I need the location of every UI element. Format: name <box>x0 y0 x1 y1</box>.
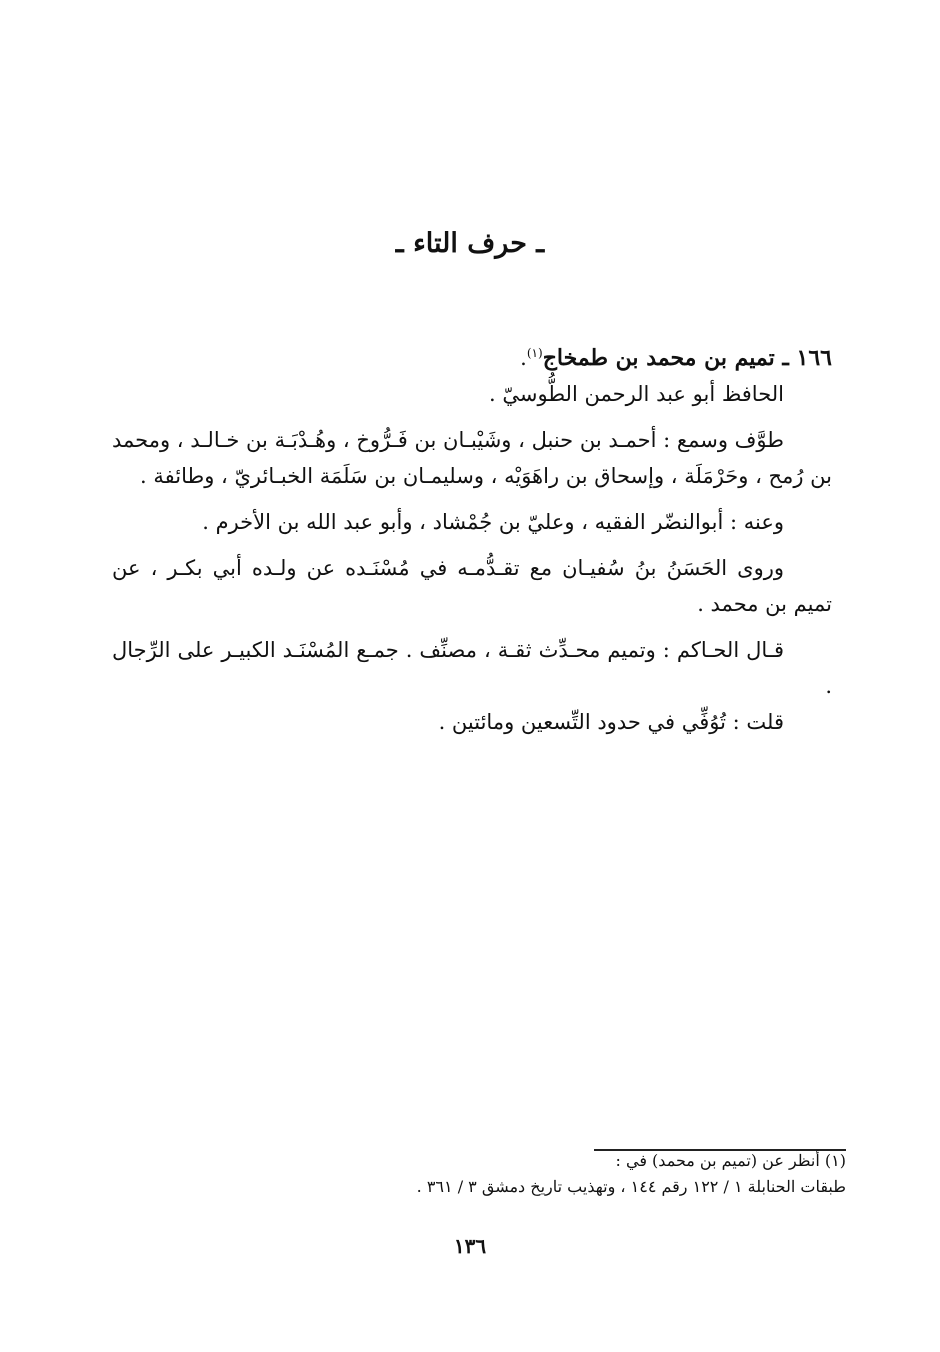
entry-heading: ١٦٦ ـ تميم بن محمد بن طمخاج <box>542 345 832 371</box>
paragraph-students: وعنه : أبوالنضّر الفقيه ، وعليّ بن جُمْشاد ، وأبو عبد الله بن الأخرم . <box>202 510 784 534</box>
footnote-text-1: أنظر عن (تميم بن محمد) في : <box>615 1151 820 1170</box>
paragraph-death: قلت : تُوُفِّي في حدود التِّسعين ومائتين . <box>438 710 784 734</box>
biography-entry <box>112 340 832 740</box>
section-title: ـ حرف التاء ـ <box>395 228 545 259</box>
footnote-label: (١) <box>824 1151 846 1170</box>
footnotes <box>286 1148 846 1200</box>
paragraph-hakim-quote: قـال الحـاكم : وتميم محـدِّث ثقـة ، مصنِّف . جمـع المُسْنَـد الكبيـر على الرِّجال . <box>112 638 832 698</box>
entry-nisba: الحافظ أبو عبد الرحمن الطُّوسيّ . <box>489 382 784 406</box>
footnote-text-2: طبقات الحنابلة ١ / ١٢٢ رقم ١٤٤ ، وتهذيب تاريخ دمشق ٣ / ٣٦١ . <box>416 1177 846 1196</box>
footnote-line-1 <box>286 1148 846 1174</box>
entry-heading-line <box>112 340 832 376</box>
page-number: ١٣٦ <box>453 1234 487 1258</box>
entry-heading-end: . <box>520 346 527 370</box>
paragraph-narration: وروى الحَسَنُ بنُ سُفيـان مع تقـدُّمـه في مُسْنَـده عن ولـده أبي بكـر ، عن تميم بن محمد . <box>112 556 832 616</box>
paragraph-teachers: طوَّف وسمع : أحمـد بن حنبل ، وشَيْبـان بن فَـرُّوخ ، وهُـدْبَـة بن خـالـد ، ومحمد بن رُمح ، وحَرْمَلَة ، وإسحاق بن راهَوَيْه ، وسليمـان بن سَلَمَة الخبـائريّ ، وطائفة . <box>112 428 832 488</box>
footnote-reference: (١) <box>526 346 543 360</box>
